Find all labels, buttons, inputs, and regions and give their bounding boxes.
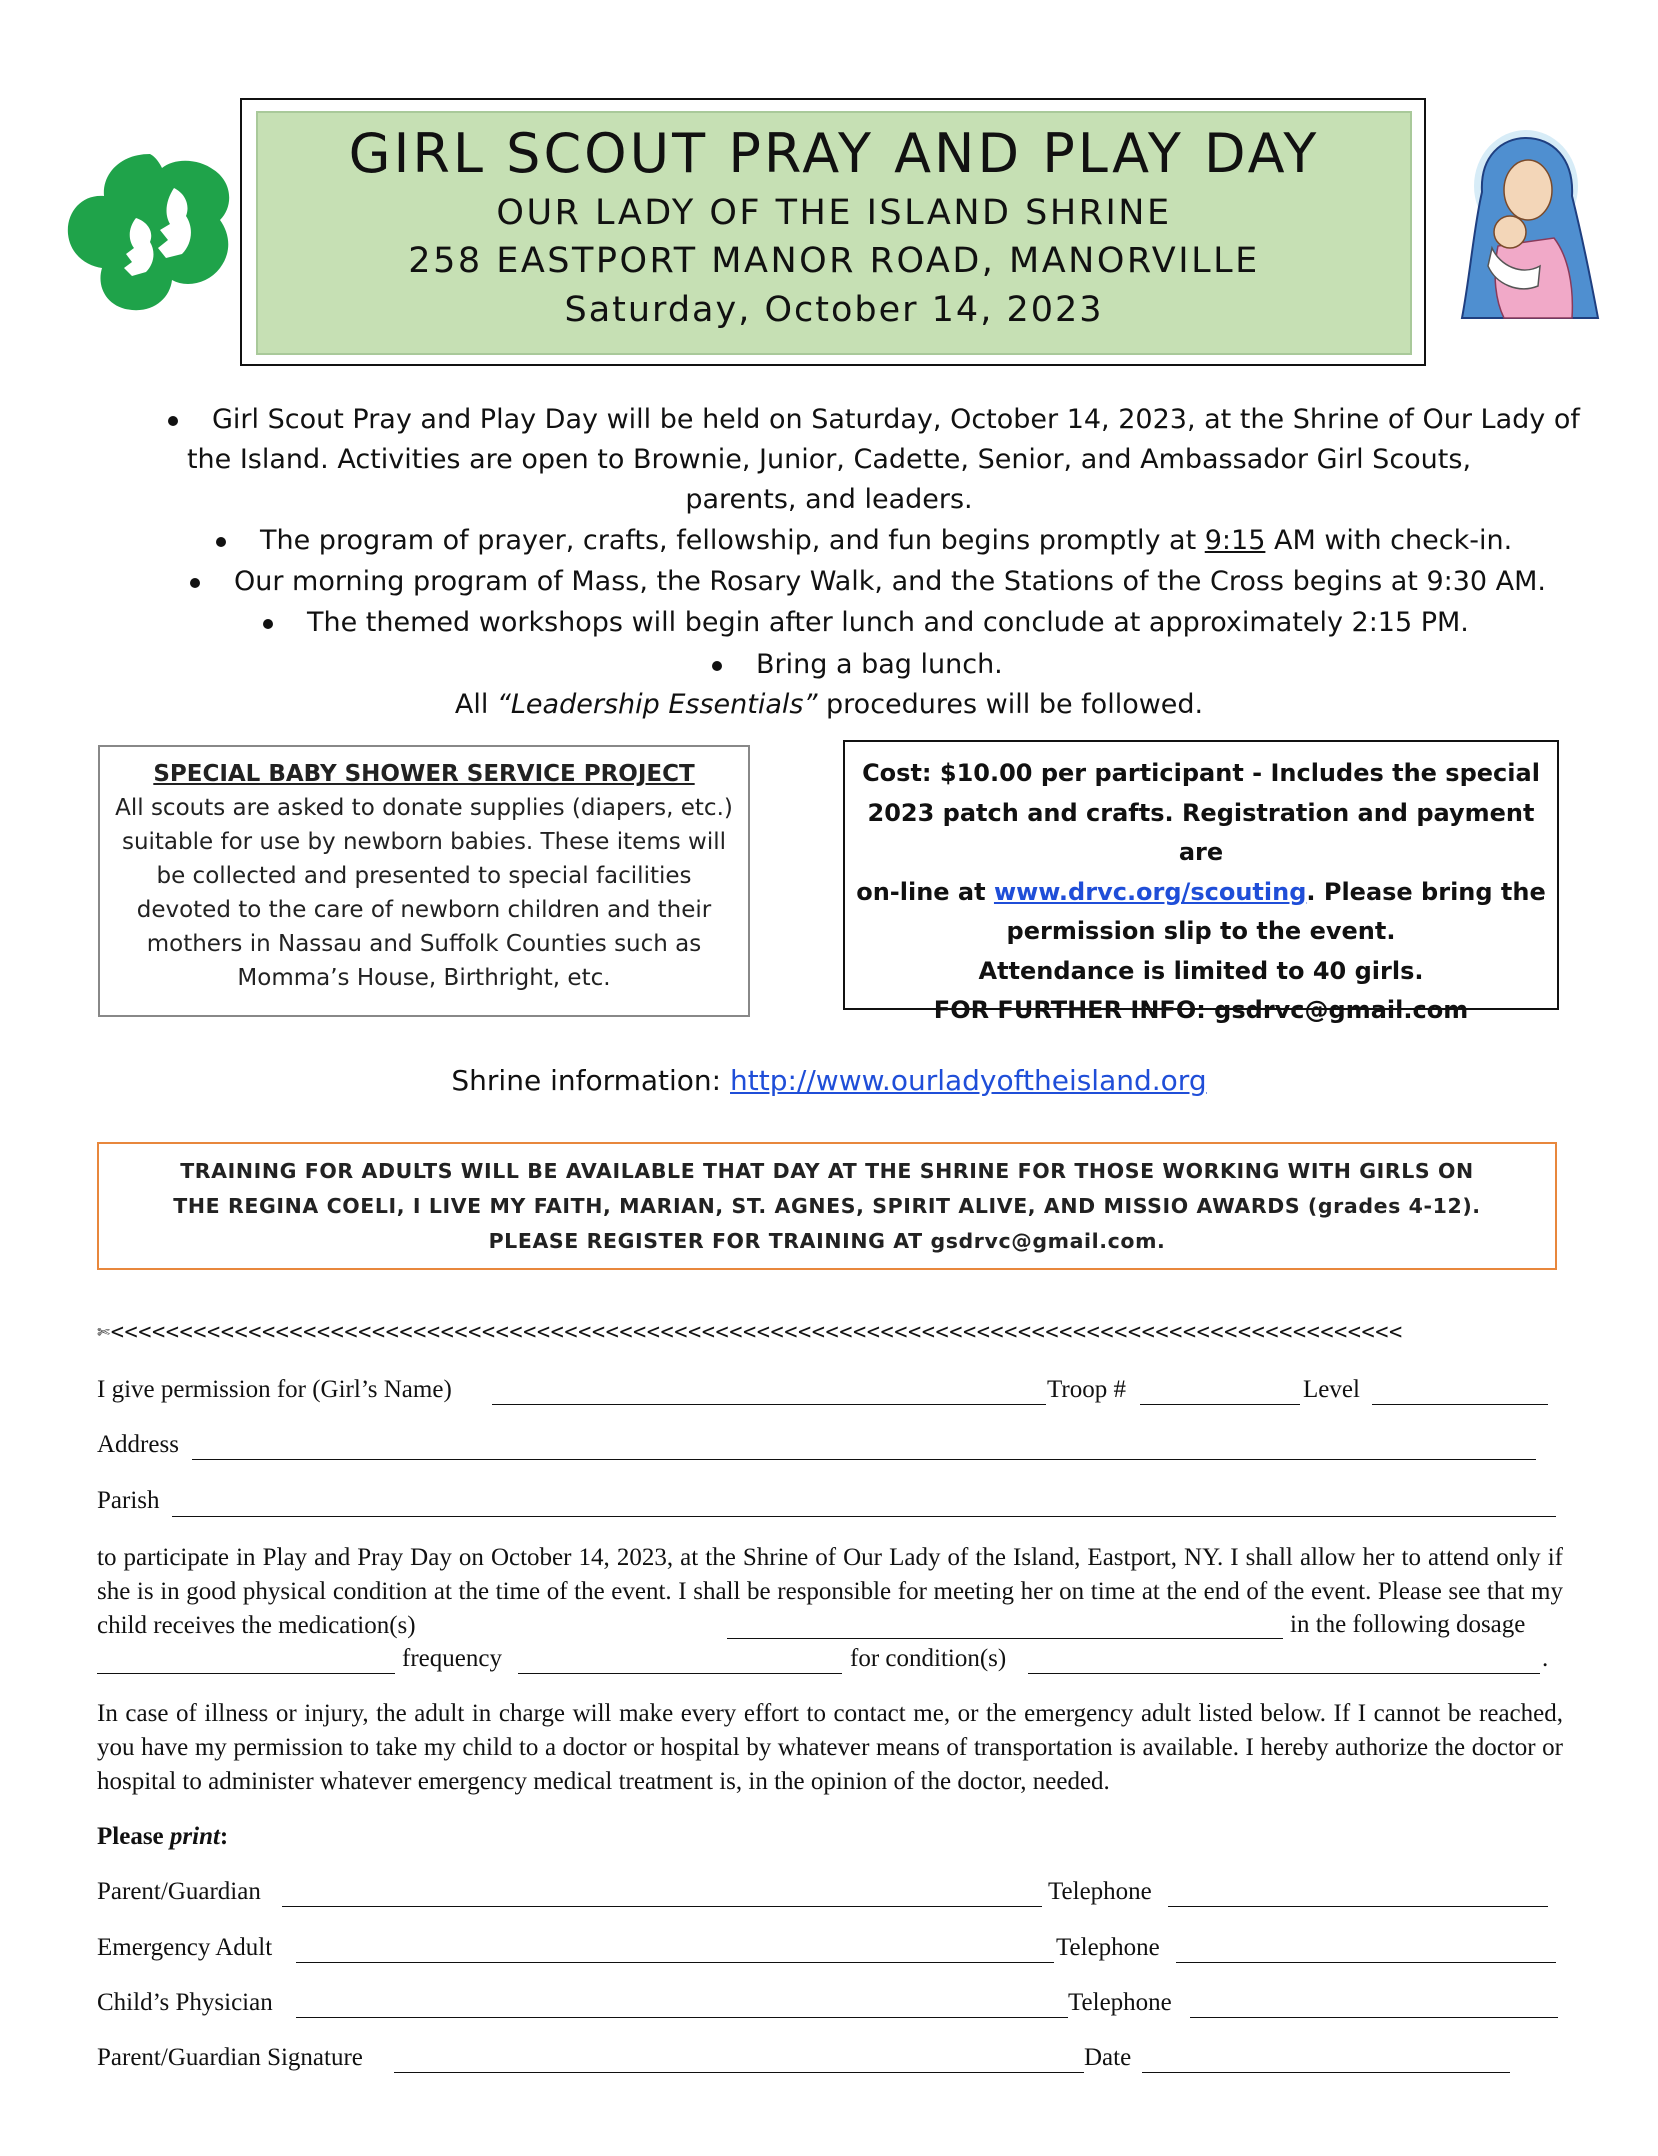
checkin-time: 9:15 — [1204, 525, 1266, 556]
registration-link[interactable]: www.drvc.org/scouting — [993, 877, 1307, 906]
cut-line: ✄<<<<<<<<<<<<<<<<<<<<<<<<<<<<<<<<<<<<<<<<<<<<<<<<<<<<<<<<<<<<<<<<<<<<<<<<<<<<<<<<<<<<<<<<<<<<<< — [97, 1320, 1403, 1345]
bullet-1-line-2: the Island. Activities are open to Brownie, Junior, Cadette, Senior, and Ambassador Girl Scouts, — [186, 444, 1472, 475]
le-post: procedures will be followed. — [817, 689, 1204, 720]
parent-telephone-label: Telephone — [1048, 1878, 1152, 1905]
period-mark: . — [1542, 1645, 1549, 1672]
address-label: Address — [97, 1431, 179, 1458]
registration-post: . Please bring the — [1306, 877, 1546, 906]
parish-label: Parish — [97, 1487, 160, 1514]
condition-field[interactable] — [1028, 1673, 1540, 1674]
cost-text: Cost: $10.00 per participant - Includes the special — [862, 759, 1540, 787]
service-project-text: All scouts are asked to donate supplies (diapers, etc.) — [115, 795, 733, 821]
training-text: THE REGINA COELI, I LIVE MY FAITH, MARIAN, ST. AGNES, SPIRIT ALIVE, AND MISSIO AWARDS (grades 4-12). — [173, 1194, 1481, 1218]
service-project-text: suitable for use by newborn babies. These items will — [121, 829, 727, 855]
bullet-dot — [712, 661, 722, 671]
parent-telephone-field[interactable] — [1168, 1906, 1548, 1907]
physician-label: Child’s Physician — [97, 1989, 273, 2016]
shrine-link[interactable]: http://www.ourladyoftheisland.org — [730, 1064, 1207, 1097]
service-project-title: SPECIAL BABY SHOWER SERVICE PROJECT — [153, 761, 695, 787]
girls-name-field[interactable] — [492, 1404, 1046, 1405]
signature-field[interactable] — [394, 2072, 1084, 2073]
troop-field[interactable] — [1140, 1404, 1300, 1405]
registration-line — [845, 873, 1557, 913]
training-text: PLEASE REGISTER FOR TRAINING AT gsdrvc@gmail.com. — [488, 1229, 1166, 1253]
physician-field[interactable] — [296, 2017, 1068, 2018]
physician-telephone-field[interactable] — [1190, 2017, 1558, 2018]
venue-address: 258 EASTPORT MANOR ROAD, MANORVILLE — [408, 241, 1260, 281]
bullet-5-text: Bring a bag lunch. — [756, 649, 1003, 680]
leadership-essentials-note — [0, 685, 1658, 725]
service-project-text: mothers in Nassau and Suffolk Counties such as — [146, 931, 702, 957]
cost-text: 2023 patch and crafts. Registration and payment are — [867, 798, 1535, 866]
parent-guardian-label: Parent/Guardian — [97, 1878, 261, 1905]
frequency-field[interactable] — [518, 1673, 842, 1674]
training-notice-box — [97, 1142, 1557, 1270]
training-text: TRAINING FOR ADULTS WILL BE AVAILABLE THAT DAY AT THE SHRINE FOR THOSE WORKING WITH GIRLS ON — [180, 1159, 1474, 1183]
bullet-dot — [216, 537, 226, 547]
signature-label: Parent/Guardian Signature — [97, 2044, 363, 2071]
header-banner — [256, 111, 1412, 355]
bullet-1-cont — [0, 440, 1658, 480]
physician-telephone-label: Telephone — [1068, 1989, 1172, 2016]
service-project-text: be collected and presented to special facilities — [156, 863, 692, 889]
emergency-consent-paragraph: In case of illness or injury, the adult in charge will make every effort to contact me, or the emergency adult listed below. If I cannot be reached, you have my permission to take my child to a doctor or hospital by whatever means of transportation is available. I hereby authorize the doctor or hospital to administer whatever emergency medical treatment is, in the opinion of the doctor, needed. — [97, 1700, 1563, 1795]
permission-label: I give permission for (Girl’s Name) — [97, 1376, 452, 1403]
bullet-2-text-end: AM with check-in. — [1265, 525, 1513, 556]
le-pre: All — [454, 689, 497, 720]
consent-paragraph: to participate in Play and Pray Day on October 14, 2023, at the Shrine of Our Lady of the Island, Eastport, NY. I shall allow her to attend only if she is in good physical condition at the time of the event. I shall be responsible for meeting her on time at the end of the event. Please see that my child receives the medication(s) — [97, 1544, 1563, 1639]
service-project-box — [98, 745, 750, 1017]
emergency-adult-label: Emergency Adult — [97, 1934, 273, 1961]
date-label: Date — [1084, 2044, 1132, 2071]
venue-name: OUR LADY OF THE ISLAND SHRINE — [496, 193, 1172, 233]
bullet-4-text: The themed workshops will begin after lunch and conclude at approximately 2:15 PM. — [307, 607, 1469, 638]
print-italic: print — [169, 1823, 220, 1850]
level-label: Level — [1303, 1376, 1360, 1403]
date-field[interactable] — [1142, 2072, 1510, 2073]
girl-scout-trefoil-logo — [62, 148, 238, 316]
bullet-2 — [216, 521, 1512, 561]
service-project-text: devoted to the care of newborn children and their — [136, 897, 712, 923]
parish-field[interactable] — [172, 1516, 1556, 1517]
attendance-limit: Attendance is limited to 40 girls. — [978, 956, 1424, 985]
bullet-3 — [190, 562, 1546, 602]
emergency-telephone-field[interactable] — [1176, 1962, 1556, 1963]
condition-label: for condition(s) — [850, 1645, 1007, 1672]
event-title: GIRL SCOUT PRAY AND PLAY DAY — [348, 122, 1320, 185]
registration-pre: on-line at — [856, 877, 994, 906]
frequency-label: frequency — [402, 1645, 502, 1672]
level-field[interactable] — [1372, 1404, 1548, 1405]
bullet-dot — [190, 578, 200, 588]
cost-info-box — [843, 740, 1559, 1024]
medication-field[interactable] — [727, 1638, 1283, 1639]
shrine-info-label: Shrine information: — [451, 1064, 731, 1097]
event-date: Saturday, October 14, 2023 — [564, 290, 1104, 330]
bullet-2-text: The program of prayer, crafts, fellowship, and fun begins promptly at — [260, 525, 1205, 556]
service-project-text: Momma’s House, Birthright, etc. — [237, 965, 611, 991]
print-colon: : — [219, 1823, 229, 1850]
bullet-dot — [168, 416, 178, 426]
address-field[interactable] — [192, 1459, 1536, 1460]
emergency-adult-field[interactable] — [296, 1962, 1054, 1963]
bullet-4 — [263, 603, 1469, 643]
bullet-1-cont-2 — [0, 480, 1658, 520]
contact-info: FOR FURTHER INFO: gsdrvc@gmail.com — [933, 996, 1469, 1024]
please-print-label — [97, 1823, 228, 1851]
bullet-3-text: Our morning program of Mass, the Rosary Walk, and the Stations of the Cross begins at 9:30 AM. — [234, 566, 1547, 597]
please-print-text: Please — [97, 1823, 170, 1850]
bullet-dot — [263, 619, 273, 629]
emergency-telephone-label: Telephone — [1056, 1934, 1160, 1961]
dosage-field[interactable] — [97, 1673, 395, 1674]
parent-guardian-field[interactable] — [282, 1906, 1042, 1907]
bullet-5 — [712, 645, 1003, 685]
madonna-and-child-image — [1442, 126, 1610, 322]
cost-text: permission slip to the event. — [1006, 917, 1396, 945]
bullet-1-line-3: parents, and leaders. — [685, 484, 973, 515]
troop-label: Troop # — [1047, 1376, 1126, 1403]
dosage-label: in the following dosage — [1290, 1611, 1526, 1638]
bullet-1 — [168, 400, 1580, 440]
le-italic: “Leadership Essentials” — [496, 689, 818, 720]
shrine-info — [0, 1064, 1658, 1097]
bullet-1-line-1: Girl Scout Pray and Play Day will be held on Saturday, October 14, 2023, at the Shrine of Our Lady of — [212, 404, 1580, 435]
